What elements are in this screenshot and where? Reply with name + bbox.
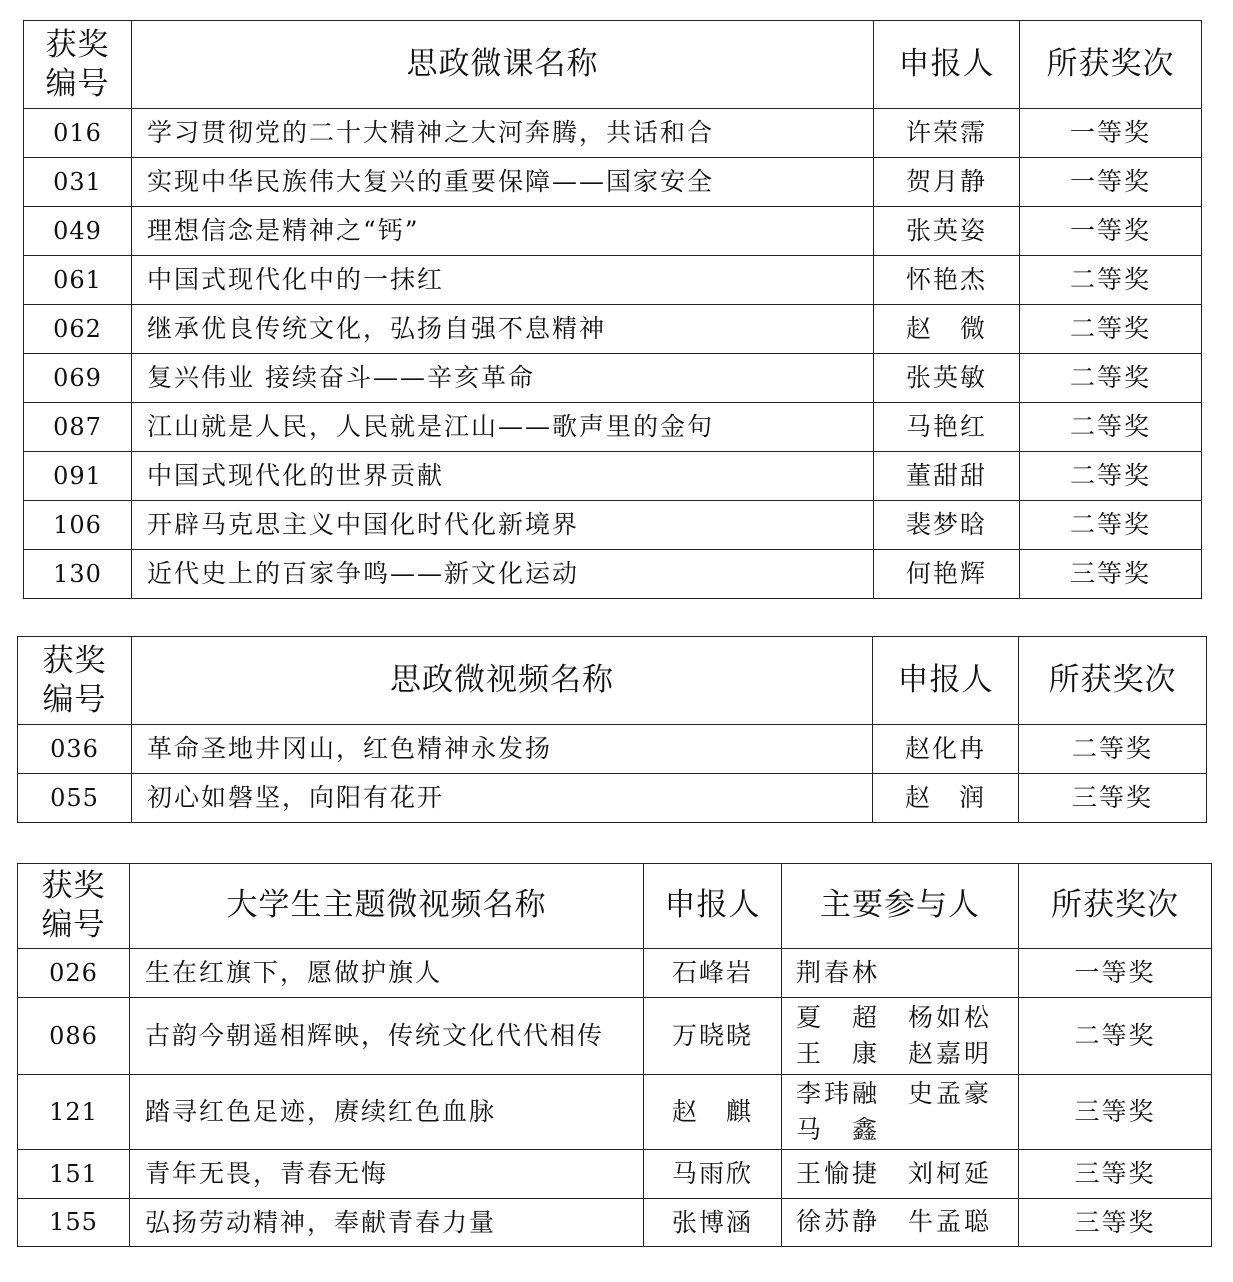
award-id: 061 (24, 256, 132, 305)
participant-line: 夏 超 杨如松 (796, 1002, 993, 1032)
header-award: 所获奖次 (1019, 864, 1212, 949)
award-id: 062 (24, 305, 132, 354)
table-row (24, 452, 1202, 501)
table-header-row (18, 864, 1212, 949)
award-level: 三等奖 (1019, 1075, 1212, 1150)
lesson-name: 理想信念是精神之“钙” (132, 207, 874, 256)
participant-line: 王 康 赵嘉明 (796, 1039, 993, 1068)
applicant: 马艳红 (874, 403, 1020, 452)
table-row (24, 403, 1202, 452)
applicant: 许荣霈 (874, 109, 1020, 158)
award-level: 二等奖 (1019, 998, 1212, 1075)
applicant: 怀艳杰 (874, 256, 1020, 305)
award-level: 三等奖 (1019, 1199, 1212, 1247)
header-award: 所获奖次 (1019, 637, 1207, 725)
applicant: 裴梦晗 (874, 501, 1020, 550)
table-row (24, 158, 1202, 207)
award-id: 121 (18, 1075, 130, 1150)
lesson-name: 江山就是人民，人民就是江山——歌声里的金句 (132, 403, 874, 452)
video-name: 生在红旗下，愿做护旗人 (130, 949, 644, 998)
table-row (18, 998, 1212, 1075)
table-row (24, 305, 1202, 354)
award-id: 049 (24, 207, 132, 256)
award-id: 016 (24, 109, 132, 158)
award-id: 036 (18, 725, 132, 774)
table-row (18, 774, 1207, 823)
applicant: 贺月静 (874, 158, 1020, 207)
participants (782, 1199, 1019, 1247)
table-row (24, 207, 1202, 256)
micro-video-award-table (17, 636, 1207, 823)
award-level: 一等奖 (1020, 158, 1202, 207)
lesson-name: 实现中华民族伟大复兴的重要保障——国家安全 (132, 158, 874, 207)
video-name: 古韵今朝遥相辉映，传统文化代代相传 (130, 998, 644, 1075)
table-row (18, 1150, 1212, 1199)
table-row (24, 550, 1202, 599)
header-applicant: 申报人 (873, 637, 1019, 725)
award-level: 一等奖 (1019, 949, 1212, 998)
applicant: 石峰岩 (644, 949, 782, 998)
lesson-name: 复兴伟业 接续奋斗——辛亥革命 (132, 354, 874, 403)
header-applicant: 申报人 (874, 21, 1020, 109)
award-level: 二等奖 (1020, 256, 1202, 305)
header-award-id: 获奖 编号 (18, 864, 130, 949)
award-id: 151 (18, 1150, 130, 1199)
table-header-row (24, 21, 1202, 109)
header-award: 所获奖次 (1020, 21, 1202, 109)
applicant: 万晓晓 (644, 998, 782, 1075)
award-id: 055 (18, 774, 132, 823)
award-id: 106 (24, 501, 132, 550)
applicant: 赵 润 (873, 774, 1019, 823)
student-video-award-table (17, 863, 1212, 1247)
award-id: 086 (18, 998, 130, 1075)
lesson-name: 中国式现代化中的一抹红 (132, 256, 874, 305)
award-level: 二等奖 (1020, 354, 1202, 403)
participant-line: 马 鑫 (796, 1115, 881, 1144)
header-video-name: 思政微视频名称 (132, 637, 873, 725)
applicant: 张英姿 (874, 207, 1020, 256)
award-level: 二等奖 (1019, 725, 1207, 774)
participants (782, 949, 1019, 998)
video-name: 踏寻红色足迹，赓续红色血脉 (130, 1075, 644, 1150)
video-name: 青年无畏，青春无悔 (130, 1150, 644, 1199)
award-level: 二等奖 (1020, 403, 1202, 452)
lesson-name: 学习贯彻党的二十大精神之大河奔腾，共话和合 (132, 109, 874, 158)
video-name: 革命圣地井冈山，红色精神永发扬 (132, 725, 873, 774)
applicant: 赵 麒 (644, 1075, 782, 1150)
table-row (18, 725, 1207, 774)
award-level: 二等奖 (1020, 452, 1202, 501)
award-level: 一等奖 (1020, 109, 1202, 158)
award-id: 026 (18, 949, 130, 998)
award-id: 087 (24, 403, 132, 452)
award-id: 091 (24, 452, 132, 501)
award-id: 031 (24, 158, 132, 207)
lesson-name: 开辟马克思主义中国化时代化新境界 (132, 501, 874, 550)
award-level: 三等奖 (1020, 550, 1202, 599)
video-name: 初心如磐坚，向阳有花开 (132, 774, 873, 823)
participant-line: 荆春林 (796, 957, 881, 987)
table-header-row (18, 637, 1207, 725)
participants (782, 1150, 1019, 1199)
table-row (24, 109, 1202, 158)
table-row (18, 1075, 1212, 1150)
video-name: 弘扬劳动精神，奉献青春力量 (130, 1199, 644, 1247)
lesson-name: 中国式现代化的世界贡献 (132, 452, 874, 501)
participant-line: 徐苏静 牛孟聪 (796, 1207, 993, 1237)
award-id: 069 (24, 354, 132, 403)
header-award-id: 获奖 编号 (24, 21, 132, 109)
award-level: 二等奖 (1020, 305, 1202, 354)
applicant: 董甜甜 (874, 452, 1020, 501)
award-level: 三等奖 (1019, 1150, 1212, 1199)
participants (782, 1075, 1019, 1150)
award-id: 130 (24, 550, 132, 599)
micro-lesson-award-table (23, 20, 1202, 599)
header-participants: 主要参与人 (782, 864, 1019, 949)
applicant: 张博涵 (644, 1199, 782, 1247)
participant-line: 李玮融 史孟豪 (796, 1078, 993, 1108)
applicant: 赵 微 (874, 305, 1020, 354)
award-level: 二等奖 (1020, 501, 1202, 550)
header-lesson-name: 思政微课名称 (132, 21, 874, 109)
table-row (18, 949, 1212, 998)
applicant: 马雨欣 (644, 1150, 782, 1199)
table-row (18, 1199, 1212, 1247)
table-row (24, 501, 1202, 550)
header-award-id: 获奖 编号 (18, 637, 132, 725)
award-level: 一等奖 (1020, 207, 1202, 256)
lesson-name: 继承优良传统文化，弘扬自强不息精神 (132, 305, 874, 354)
applicant: 何艳辉 (874, 550, 1020, 599)
applicant: 赵化冉 (873, 725, 1019, 774)
lesson-name: 近代史上的百家争鸣——新文化运动 (132, 550, 874, 599)
table-row (24, 354, 1202, 403)
table-row (24, 256, 1202, 305)
participant-line: 王愉捷 刘柯延 (796, 1158, 993, 1188)
award-id: 155 (18, 1199, 130, 1247)
header-applicant: 申报人 (644, 864, 782, 949)
participants (782, 998, 1019, 1075)
header-video-name: 大学生主题微视频名称 (130, 864, 644, 949)
award-level: 三等奖 (1019, 774, 1207, 823)
applicant: 张英敏 (874, 354, 1020, 403)
